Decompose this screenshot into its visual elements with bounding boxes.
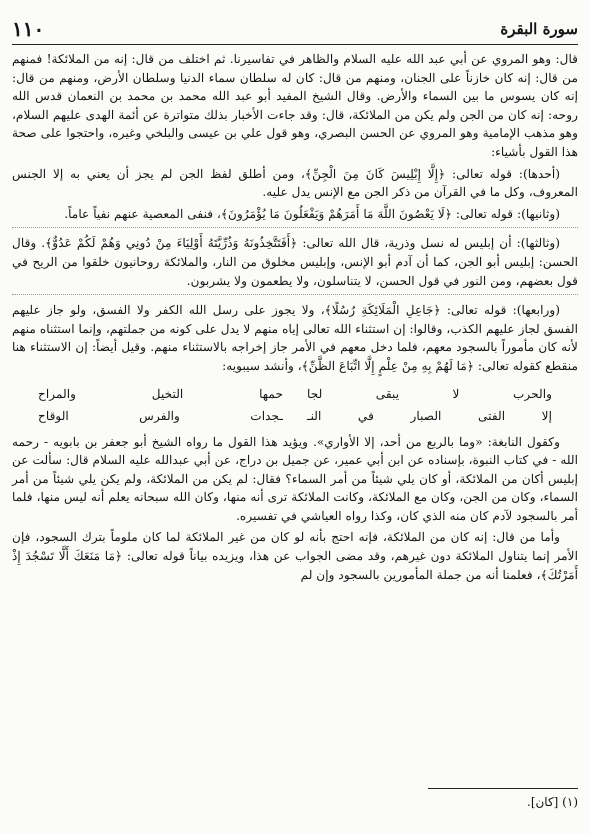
paragraph: (أحدها): قوله تعالى: ﴿إِلَّا إِبْلِيسَ كَانَ مِنَ الْجِنِّ﴾، ومن أطلق لفظ الجن لم يجز أن يعني به إلا الجنس المعروف، وكل ما في القرآن من ذكر الجن مع الإنس يدل عليه. — [12, 166, 578, 200]
verse-hemistich: ـجدات والفرس الوقاح — [38, 408, 283, 423]
verse-hemistich: إلا الفتى الصبار في النـ — [307, 408, 552, 423]
footnote-rule — [428, 788, 578, 789]
paragraph: (وثانيها): قوله تعالى: ﴿لَا يَعْصُونَ اللَّهَ مَا أَمَرَهُمْ وَيَفْعَلُونَ مَا يُؤْمَرُونَ﴾، فنفى المعصية عنهم نفياً عاماً. — [64, 206, 560, 221]
paragraph: وأما من قال: إنه كان من الملائكة، فإنه احتج بأنه لو كان من غير الملائكة لما كان ملوماً بترك السجود، فإن الأمر إنما يتناول الملائكة دون غيرهم، وقد مضى الجواب عن هذا، ويزيده بياناً قوله تعالى: ﴿مَا مَنَعَكَ أَلَّا تَسْجُدَ إِذْ أَمَرْتُكَ﴾، فعلمنا أنه من جملة المأمورين بالسجود وإن لم — [12, 530, 578, 582]
divider — [12, 227, 578, 228]
paragraph: (وثالثها): أن إبليس له نسل وذرية، قال الله تعالى: ﴿أَفَتَتَّخِذُونَهُ وَذُرِّيَّتَهُ أَوْلِيَاءَ مِنْ دُونِي وَهُمْ لَكُمْ عَدُوٌّ﴾. وقال الحسن: إبليس أبو الجن، كما أن آدم أبو الإنس، وإبليس مخلوق من النار، والملائكة روحانيون خلقوا من الريح في قول بعضهم، ومن النور في قول الحسن، لا يتناسلون، ولا يطعمون ولا يشربون. — [12, 236, 578, 288]
verse-hemistich: والحرب لا يبقى لجا — [307, 386, 552, 401]
footnote: (١) [كان]. — [527, 795, 578, 809]
page-header — [12, 14, 578, 45]
page-body — [12, 50, 578, 587]
paragraph: وكقول النابغة: «وما بالربع من أحد، إلا الأواري». ويؤيد هذا القول ما رواه الشيخ أبو جعفر بن بابويه - رحمه الله - في كتاب النبوة، بإسناده عن ابن أبي عمير، عن جميل بن دراج، عن أبي عبدالله عليه السلام قال: سألت عن إبليس أكان من الملائكة، أو كان يلي شيئاً من أمر السماء؟ فقال: لم يكن من الملائكة، ولم يكن يلي شيئاً من أمر السماء، وكان من الجن، وكان مع الملائكة، وكانت الملائكة ترى أنه منها، وكان الله سبحانه يعلم أنه ليس منها، فلما أمر بالسجود لآدم كان منه الذي كان، وكذا رواه العياشي في تفسيره. — [12, 434, 578, 523]
divider — [12, 294, 578, 295]
verse-hemistich: حمها التخيل والمراح — [38, 386, 283, 401]
paragraph: (ورابعها): قوله تعالى: ﴿جَاعِلِ الْمَلَائِكَةِ رُسُلًا﴾، ولا يجوز على رسل الله الكفر ولا الفسق، ولو جاز عليهم الفسق لجاز عليهم الكذب، وقالوا: إن استثناء الله تعالى إياه منهم لا يدل على كونه من جملتهم، وإنما استثناه منهم لأنه كان مأموراً بالسجود معهم، فلما دخل معهم في الأمر جاز إخراجه بالاستثناء منهم. وقيل أيضاً: إن الاستثناء هنا منقطع كقوله تعالى: ﴿مَا لَهُمْ بِهِ مِنْ عِلْمٍ إِلَّا اتِّبَاعَ الظَّنِّ﴾، وأنشد سيبويه: — [12, 303, 578, 373]
surah-title: سورة البقرة — [500, 20, 578, 38]
poetry-verse — [12, 379, 578, 433]
page-number: ١١٠ — [12, 17, 45, 41]
paragraph: قال: وهو المروي عن أبي عبد الله عليه السلام والظاهر في تفاسيرنا. ثم اختلف من قال: إنه من الملائكة! فمنهم من قال: إنه كان خازناً على الجنان، ومنهم من قال: كان له سلطان سماء الدنيا وسلطان الأرض، ومنهم من قال: إنه كان يسوس ما بين السماء والأرض. وقال الشيخ المفيد أبو عبد الله محمد بن محمد بن النعمان قدس الله روحه: إنه كان من الجن ولم يكن من الملائكة، قال: وقد جاءت الأخبار بذلك متواترة عن أئمة الهدى عليهم السلام، وهو مذهب الإمامية وهو المروي عن الحسن البصري، وهو قول علي بن عيسى والبلخي وغيره، واحتجوا على صحة هذا القول بأشياء: — [12, 52, 578, 159]
